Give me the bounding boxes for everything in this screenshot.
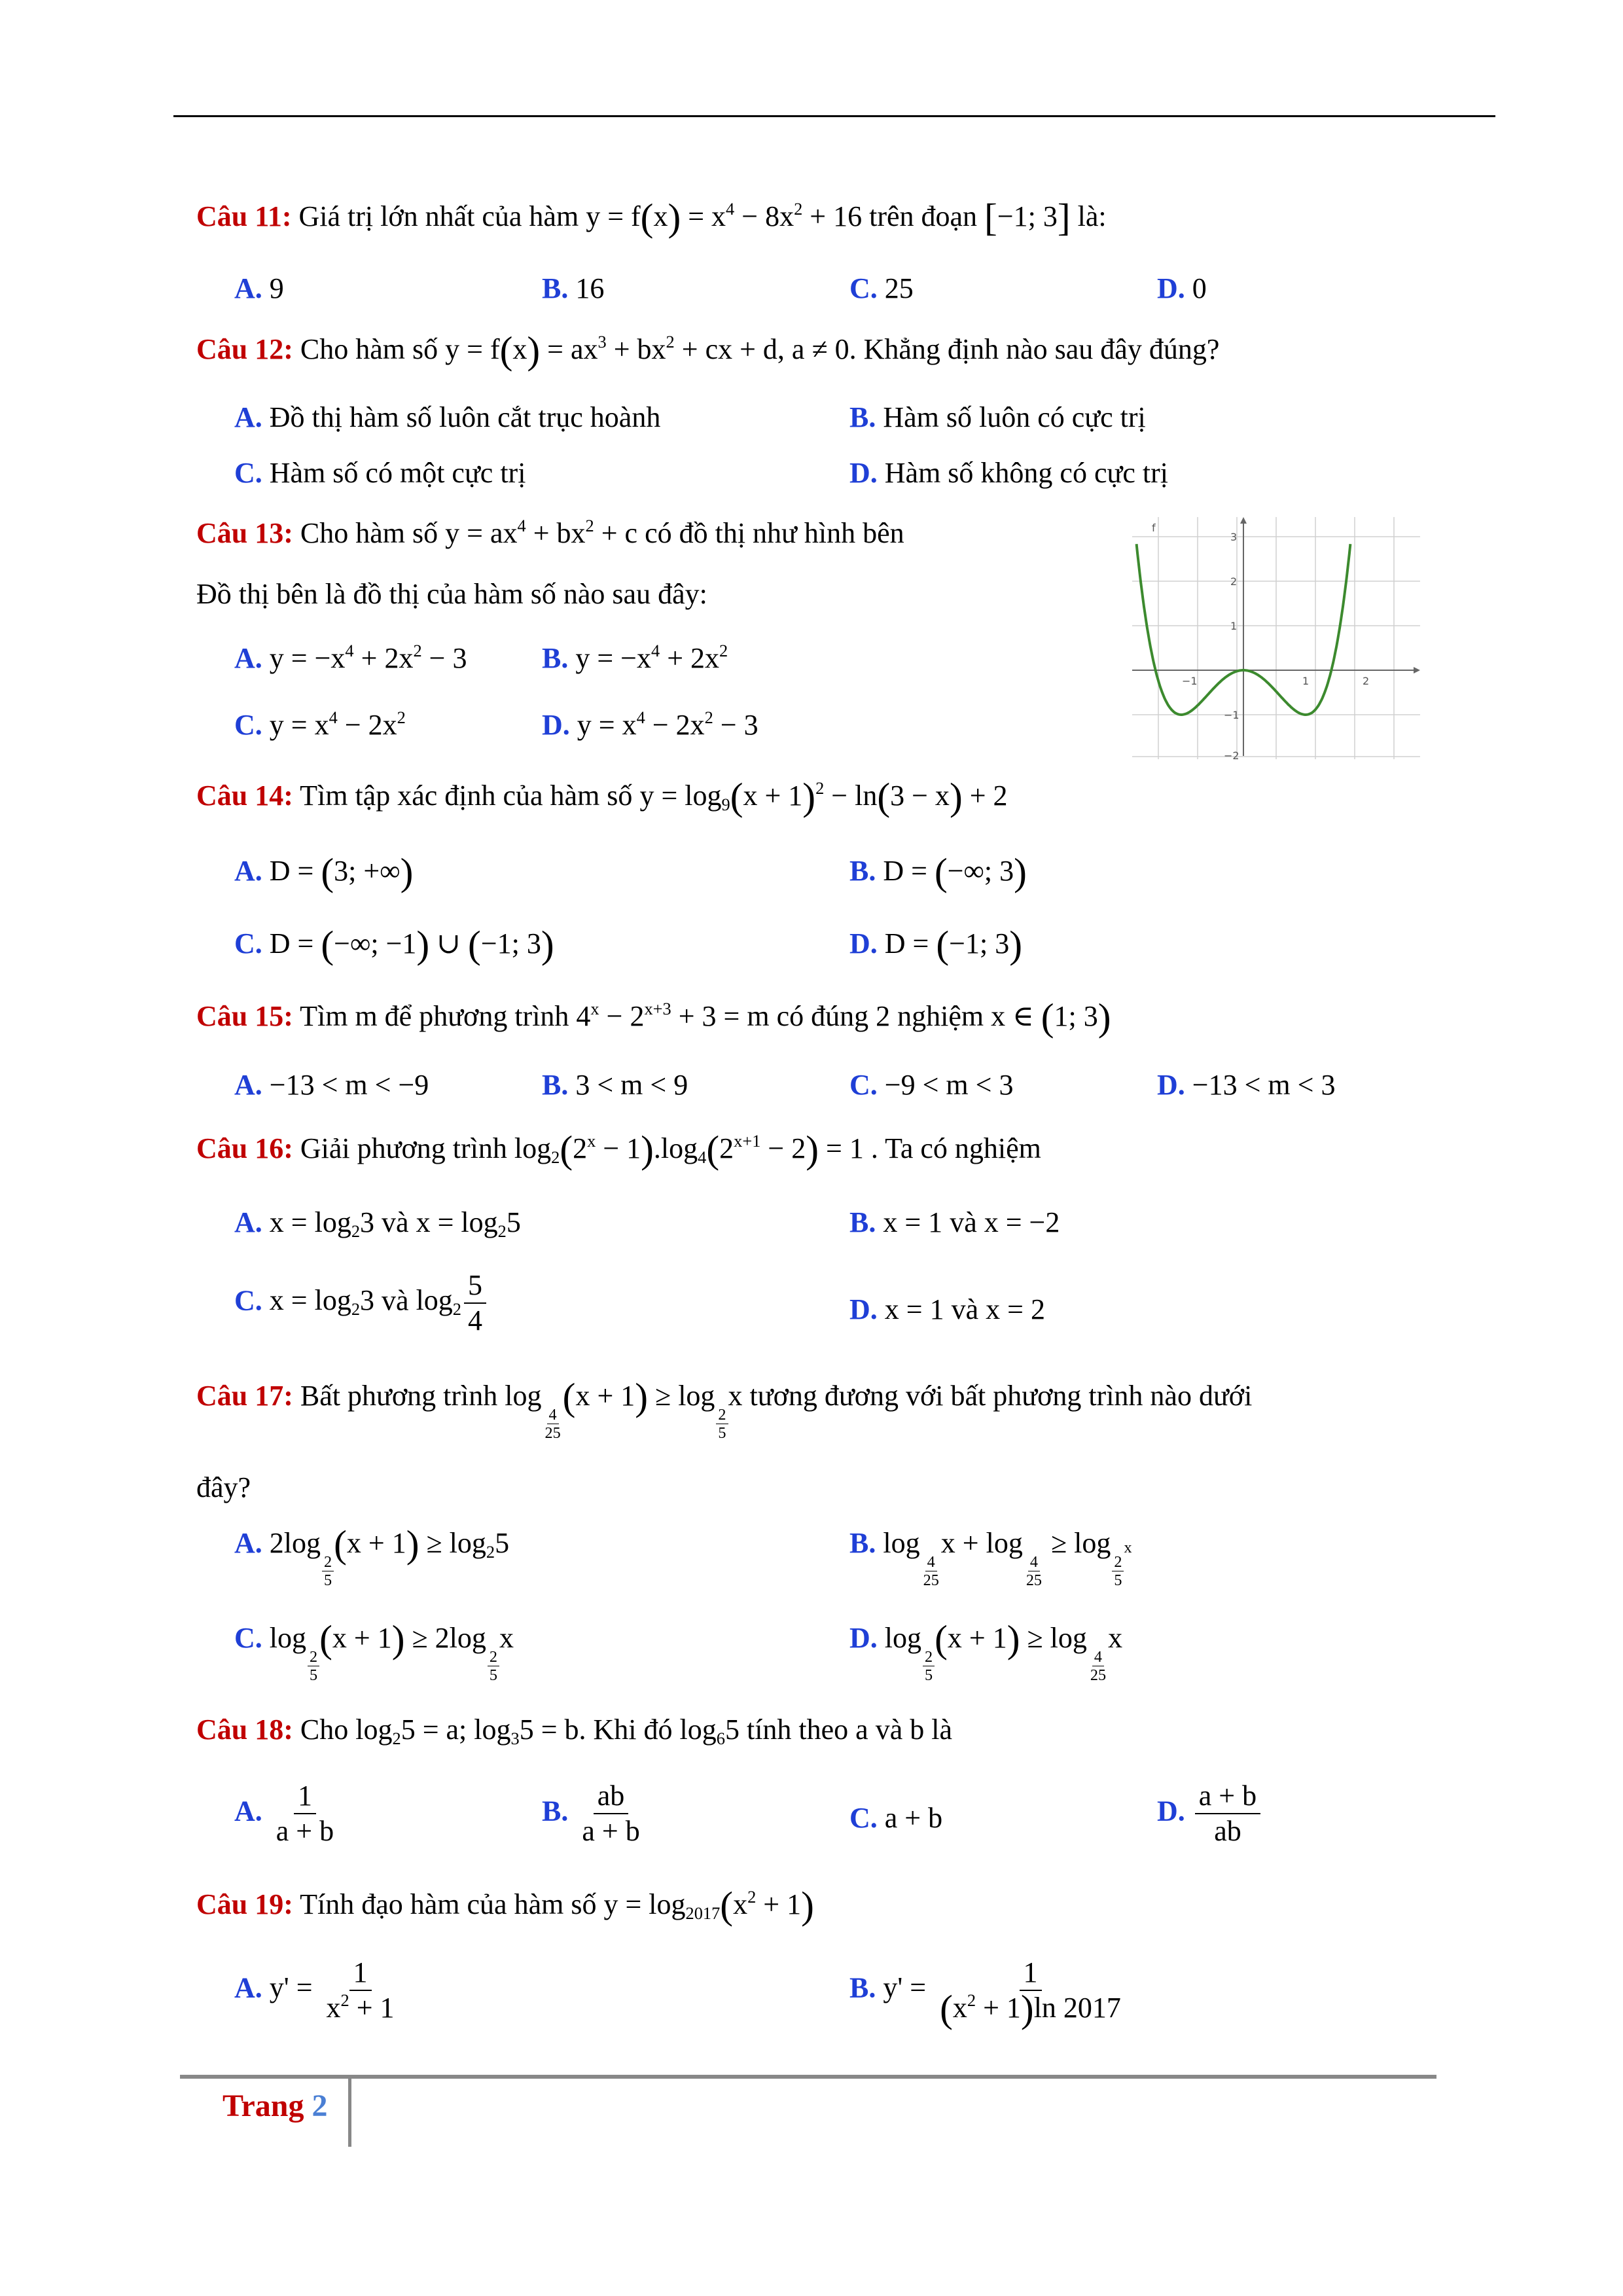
option-c[interactable]: C. −9 < m < 3 [849, 1069, 1014, 1101]
option-d[interactable]: D. x = 1 và x = 2 [849, 1293, 1045, 1325]
footer-rule [180, 2075, 1436, 2079]
question-text: có đồ thị như hình bên [645, 517, 904, 549]
option-b[interactable]: B. D = (−∞; 3) [849, 850, 1027, 894]
formula: $\log_2(2^x - 1).\log_4(2^{x+1} - 2) = 1$ [514, 1128, 864, 1172]
question-14 [196, 775, 1008, 819]
question-text: tính theo a và b là [746, 1713, 952, 1746]
option-b[interactable]: B. $\frac{ab}{a + b}$ [542, 1780, 640, 1848]
question-label: Câu 12: [196, 333, 293, 365]
option-b[interactable]: B. $y = -x^4 + 2x^2$ [542, 640, 728, 674]
option-d[interactable]: D. $\frac{a + b}{ab}$ [1157, 1780, 1263, 1848]
question-13 [196, 515, 904, 551]
formula: $y = \log_{2017}(x^2 + 1)$ [603, 1884, 814, 1928]
question-label: Câu 19: [196, 1888, 293, 1920]
x-tick: −1 [1182, 675, 1198, 687]
option-b[interactable]: B. x = 1 và x = −2 [849, 1206, 1060, 1238]
x-tick: 2 [1363, 675, 1370, 687]
question-label: Câu 13: [196, 517, 293, 549]
option-a[interactable]: A. Đồ thị hàm số luôn cắt trục hoành [234, 401, 661, 433]
question-text: Tìm tập xác định của hàm số [300, 780, 633, 812]
question-text: Tính đạo hàm của hàm số [300, 1888, 597, 1920]
question-text: Cho hàm số [300, 517, 438, 549]
option-a[interactable]: A. $y = -x^4 + 2x^2 - 3$ [234, 640, 467, 674]
function-graph [1132, 517, 1420, 759]
y-tick: −2 [1224, 749, 1240, 759]
header-rule [173, 115, 1495, 117]
formula: $\log_65$ [679, 1713, 740, 1748]
question-label: Câu 18: [196, 1713, 293, 1746]
y-tick: 1 [1230, 620, 1238, 632]
formula: $y = \log_9(x + 1)^2 - \ln(3 - x) + 2$ [639, 775, 1008, 819]
footer-divider [348, 2075, 351, 2147]
y-tick: 3 [1230, 531, 1238, 543]
page-footer [223, 2088, 327, 2124]
y-tick: −1 [1224, 709, 1240, 721]
question-text: Giải phương trình [300, 1132, 507, 1164]
option-c[interactable]: C. a + b [849, 1802, 943, 1834]
option-a[interactable]: A. 9 [234, 272, 284, 304]
question-18 [196, 1712, 952, 1748]
question-text: . Ta có nghiệm [870, 1132, 1041, 1164]
option-c[interactable]: C. $y = x^4 - 2x^2$ [234, 707, 406, 741]
formula: $y = ax^4 + bx^2 + c$ [445, 515, 638, 549]
option-b[interactable]: B. Hàm số luôn có cực trị [849, 401, 1146, 433]
question-text: Tìm m để phương trình [300, 1000, 569, 1032]
option-d[interactable]: D. −13 < m < 3 [1157, 1069, 1336, 1101]
question-text: Bất phương trình [300, 1380, 498, 1412]
question-11 [196, 196, 1107, 240]
question-17-line2: đây? [196, 1471, 251, 1503]
option-a[interactable]: A. D = (3; +∞) [234, 850, 414, 894]
option-c[interactable]: C. Hàm số có một cực trị [234, 457, 526, 489]
question-16 [196, 1128, 1041, 1172]
formula: [−1; 3] [984, 196, 1071, 240]
page-number: 2 [312, 2089, 328, 2123]
option-d[interactable]: D. 0 [1157, 272, 1207, 304]
formula: x ∈ (1; 3) [991, 996, 1111, 1039]
option-a[interactable]: A. $x = \log_23$ và $x = \log_25$ [234, 1206, 521, 1241]
question-text: có đúng 2 nghiệm [776, 1000, 984, 1032]
formula: $\log_25 = a$; $\log_35 = b$ [355, 1713, 579, 1748]
question-17 [196, 1375, 1253, 1443]
formula: log $\frac{4}{25}$ (x + 1) ≥ log $\frac{2}{5}$ x [505, 1375, 743, 1443]
question-12 [196, 329, 1220, 372]
question-label: Câu 11: [196, 200, 292, 232]
y-tick: 2 [1230, 575, 1238, 588]
option-b[interactable]: B. y' = $\frac{1}{(x^2 + 1)\ln 2017}$ [849, 1956, 1121, 2031]
x-tick: 1 [1302, 675, 1310, 687]
formula: $4^x - 2^{x+3} + 3 = m$ [576, 998, 770, 1032]
question-text: Cho [300, 1713, 349, 1746]
question-text: Cho hàm số [300, 333, 438, 365]
question-text: . Khi đó [579, 1713, 673, 1746]
option-c[interactable]: C. log $\frac{2}{5}$ (x + 1) ≥ 2log $\frac{2}{5}$ x [234, 1617, 514, 1685]
option-b[interactable]: B. 3 < m < 9 [542, 1069, 688, 1101]
option-b[interactable]: B. 16 [542, 272, 605, 304]
question-label: Câu 16: [196, 1132, 293, 1164]
question-text: Giá trị lớn nhất của hàm [298, 200, 579, 232]
option-a[interactable]: A. y' = $\frac{1}{x^2 + 1}$ [234, 1956, 395, 2024]
question-label: Câu 14: [196, 780, 293, 812]
axis-label: f [1152, 522, 1156, 534]
footer-label: Trang [223, 2089, 304, 2123]
option-d[interactable]: D. $y = x^4 - 2x^2 - 3$ [542, 707, 758, 741]
question-label: Câu 15: [196, 1000, 293, 1032]
option-d[interactable]: D. Hàm số không có cực trị [849, 457, 1168, 489]
question-13-line2: Đồ thị bên là đồ thị của hàm số nào sau đây: [196, 578, 707, 610]
option-a[interactable]: A. $\frac{1}{a + b}$ [234, 1780, 334, 1848]
question-15 [196, 996, 1111, 1039]
option-a[interactable]: A. −13 < m < −9 [234, 1069, 429, 1101]
option-c[interactable]: C. D = (−∞; −1) ∪ (−1; 3) [234, 923, 554, 967]
formula: $y = f(x) = x^4 - 8x^2 + 16$ [586, 196, 863, 240]
option-b[interactable]: B. log $\frac{4}{25}$ x + log $\frac{4}{25}$ ≥ log $\frac{2}{5}$ x [849, 1527, 1132, 1590]
option-a[interactable]: A. 2log $\frac{2}{5}$ $(x + 1) \ge \log_25$ [234, 1522, 510, 1590]
formula: $y = f(x) = ax^3 + bx^2$ + cx + d, a ≠ 0 [445, 329, 849, 372]
question-label: Câu 17: [196, 1380, 293, 1412]
question-text: . Khẳng định nào sau đây đúng? [849, 333, 1220, 365]
question-text: trên đoạn [869, 200, 978, 232]
question-text: tương đương với bất phương trình nào dưới [749, 1380, 1253, 1412]
question-text: là: [1077, 200, 1107, 232]
option-d[interactable]: D. log $\frac{2}{5}$ (x + 1) ≥ log $\frac{4}{25}$ x [849, 1617, 1123, 1685]
option-c[interactable]: C. 25 [849, 272, 914, 304]
question-19 [196, 1884, 814, 1928]
option-c[interactable]: C. $x = \log_23$ và $\log_2$ $\frac{5}{4}$ [234, 1270, 489, 1337]
option-d[interactable]: D. D = (−1; 3) [849, 923, 1022, 967]
